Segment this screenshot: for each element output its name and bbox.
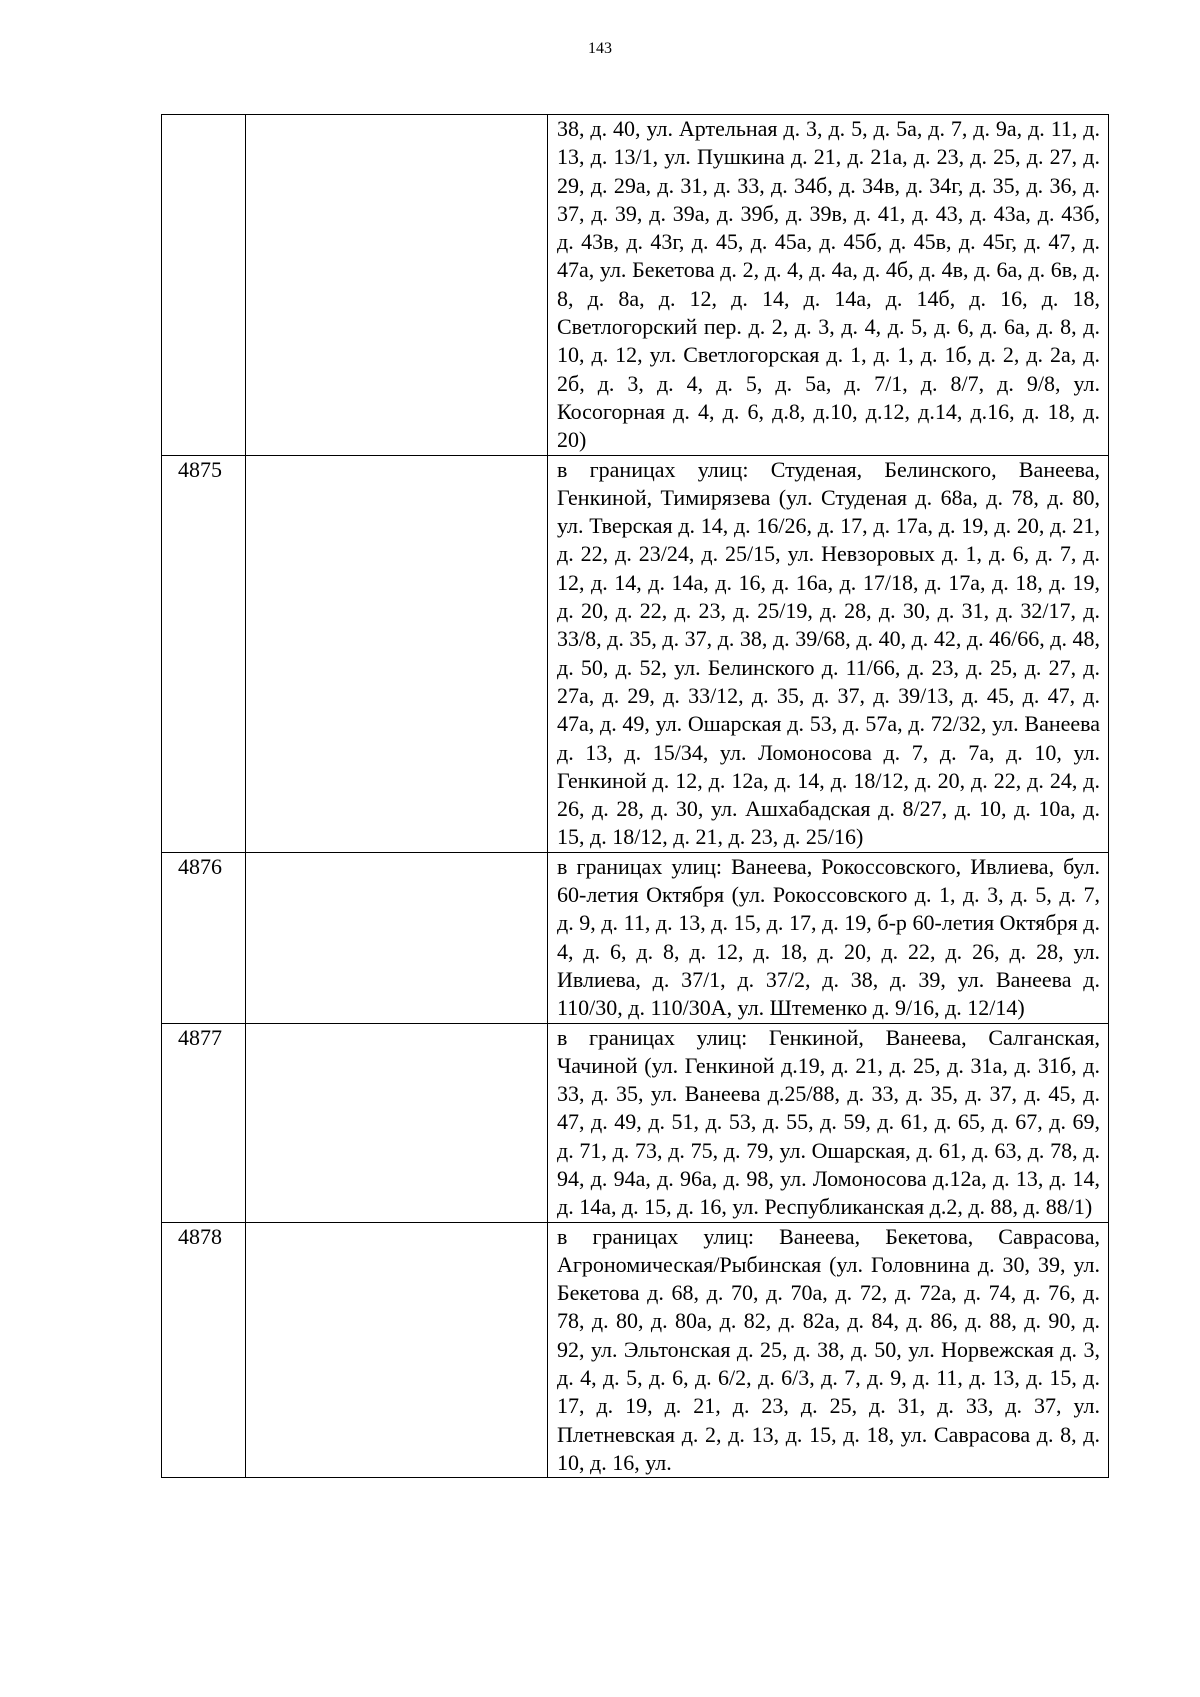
empty-cell	[246, 455, 548, 852]
address-cell: 38, д. 40, ул. Артельная д. 3, д. 5, д. 5а, д. 7, д. 9а, д. 11, д. 13, д. 13/1, ул. Пушкина д. 21, д. 21а, д. 23, д. 25, д. 27, д. 29, д. 29а, д. 31, д. 33, д. 34б, д. 34в, д. 34г, д. 35, д. 36, д. 37, д. 39, д. 39а, д. 39б, д. 39в, д. 41, д. 43, д. 43а, д. 43б, д. 43в, д. 43г, д. 45, д. 45а, д. 45б, д. 45в, д. 45г, д. 47, д. 47а, ул. Бекетова д. 2, д. 4, д. 4а, д. 4б, д. 4в, д. 6а, д. 6в, д. 8, д. 8а, д. 12, д. 14, д. 14а, д. 14б, д. 16, д. 18, Светлогорский пер. д. 2, д. 3, д. 4, д. 5, д. 6, д. 6а, д. 8, д. 10, д. 12, ул. Светлогорская д. 1, д. 1, д. 1б, д. 2, д. 2а, д. 2б, д. 3, д. 4, д. 5, д. 5а, д. 7/1, д. 8/7, д. 9/8, ул. Косогорная д. 4, д. 6, д.8, д.10, д.12, д.14, д.16, д. 18, д. 20)	[548, 115, 1109, 456]
address-table	[161, 114, 1109, 1478]
address-cell: в границах улиц: Студеная, Белинского, Ванеева, Генкиной, Тимирязева (ул. Студеная д. 68а, д. 78, д. 80, ул. Тверская д. 14, д. 16/26, д. 17, д. 17а, д. 19, д. 20, д. 21, д. 22, д. 23/24, д. 25/15, ул. Невзоровых д. 1, д. 6, д. 7, д. 12, д. 14, д. 14а, д. 16, д. 16а, д. 17/18, д. 17а, д. 18, д. 19, д. 20, д. 22, д. 23, д. 25/19, д. 28, д. 30, д. 31, д. 32/17, д. 33/8, д. 35, д. 37, д. 38, д. 39/68, д. 40, д. 42, д. 46/66, д. 48, д. 50, д. 52, ул. Белинского д. 11/66, д. 23, д. 25, д. 27, д. 27а, д. 29, д. 33/12, д. 35, д. 37, д. 39/13, д. 45, д. 47, д. 47а, д. 49, ул. Ошарская д. 53, д. 57а, д. 72/32, ул. Ванеева д. 13, д. 15/34, ул. Ломоносова д. 7, д. 7а, д. 10, ул. Генкиной д. 12, д. 12а, д. 14, д. 18/12, д. 20, д. 22, д. 24, д. 26, д. 28, д. 30, ул. Ашхабадская д. 8/27, д. 10, д. 10а, д. 15, д. 18/12, д. 21, д. 23, д. 25/16)	[548, 455, 1109, 852]
empty-cell	[246, 852, 548, 1023]
page-number: 143	[588, 40, 612, 57]
row-number: 4877	[162, 1023, 246, 1222]
table-row	[162, 852, 1109, 1023]
address-cell: в границах улиц: Ванеева, Рокоссовского, Ивлиева, бул. 60-летия Октября (ул. Рокоссовского д. 1, д. 3, д. 5, д. 7, д. 9, д. 11, д. 13, д. 15, д. 17, д. 19, б-р 60-летия Октября д. 4, д. 6, д. 8, д. 12, д. 18, д. 20, д. 22, д. 26, д. 28, ул. Ивлиева, д. 37/1, д. 37/2, д. 38, д. 39, ул. Ванеева д. 110/30, д. 110/30А, ул. Штеменко д. 9/16, д. 12/14)	[548, 852, 1109, 1023]
table-row	[162, 455, 1109, 852]
empty-cell	[246, 1023, 548, 1222]
table-row	[162, 1222, 1109, 1478]
row-number: 4876	[162, 852, 246, 1023]
address-cell: в границах улиц: Ванеева, Бекетова, Саврасова, Агрономическая/Рыбинская (ул. Головнина д. 30, 39, ул. Бекетова д. 68, д. 70, д. 70а, д. 72, д. 72а, д. 74, д. 76, д. 78, д. 80, д. 80а, д. 82, д. 82а, д. 84, д. 86, д. 88, д. 90, д. 92, ул. Эльтонская д. 25, д. 38, д. 50, ул. Норвежская д. 3, д. 4, д. 5, д. 6, д. 6/2, д. 6/3, д. 7, д. 9, д. 11, д. 13, д. 15, д. 17, д. 19, д. 21, д. 23, д. 25, д. 31, д. 33, д. 37, ул. Плетневская д. 2, д. 13, д. 15, д. 18, ул. Саврасова д. 8, д. 10, д. 16, ул.	[548, 1222, 1109, 1478]
table-row	[162, 115, 1109, 456]
table-row	[162, 1023, 1109, 1222]
row-number: 4875	[162, 455, 246, 852]
empty-cell	[246, 115, 548, 456]
empty-cell	[246, 1222, 548, 1478]
row-number	[162, 115, 246, 456]
address-cell: в границах улиц: Генкиной, Ванеева, Салганская, Чачиной (ул. Генкиной д.19, д. 21, д. 25, д. 31а, д. 31б, д. 33, д. 35, ул. Ванеева д.25/88, д. 33, д. 35, д. 37, д. 45, д. 47, д. 49, д. 51, д. 53, д. 55, д. 59, д. 61, д. 65, д. 67, д. 69, д. 71, д. 73, д. 75, д. 79, ул. Ошарская, д. 61, д. 63, д. 78, д. 94, д. 94а, д. 96а, д. 98, ул. Ломоносова д.12а, д. 13, д. 14, д. 14а, д. 15, д. 16, ул. Республиканская д.2, д. 88, д. 88/1)	[548, 1023, 1109, 1222]
row-number: 4878	[162, 1222, 246, 1478]
